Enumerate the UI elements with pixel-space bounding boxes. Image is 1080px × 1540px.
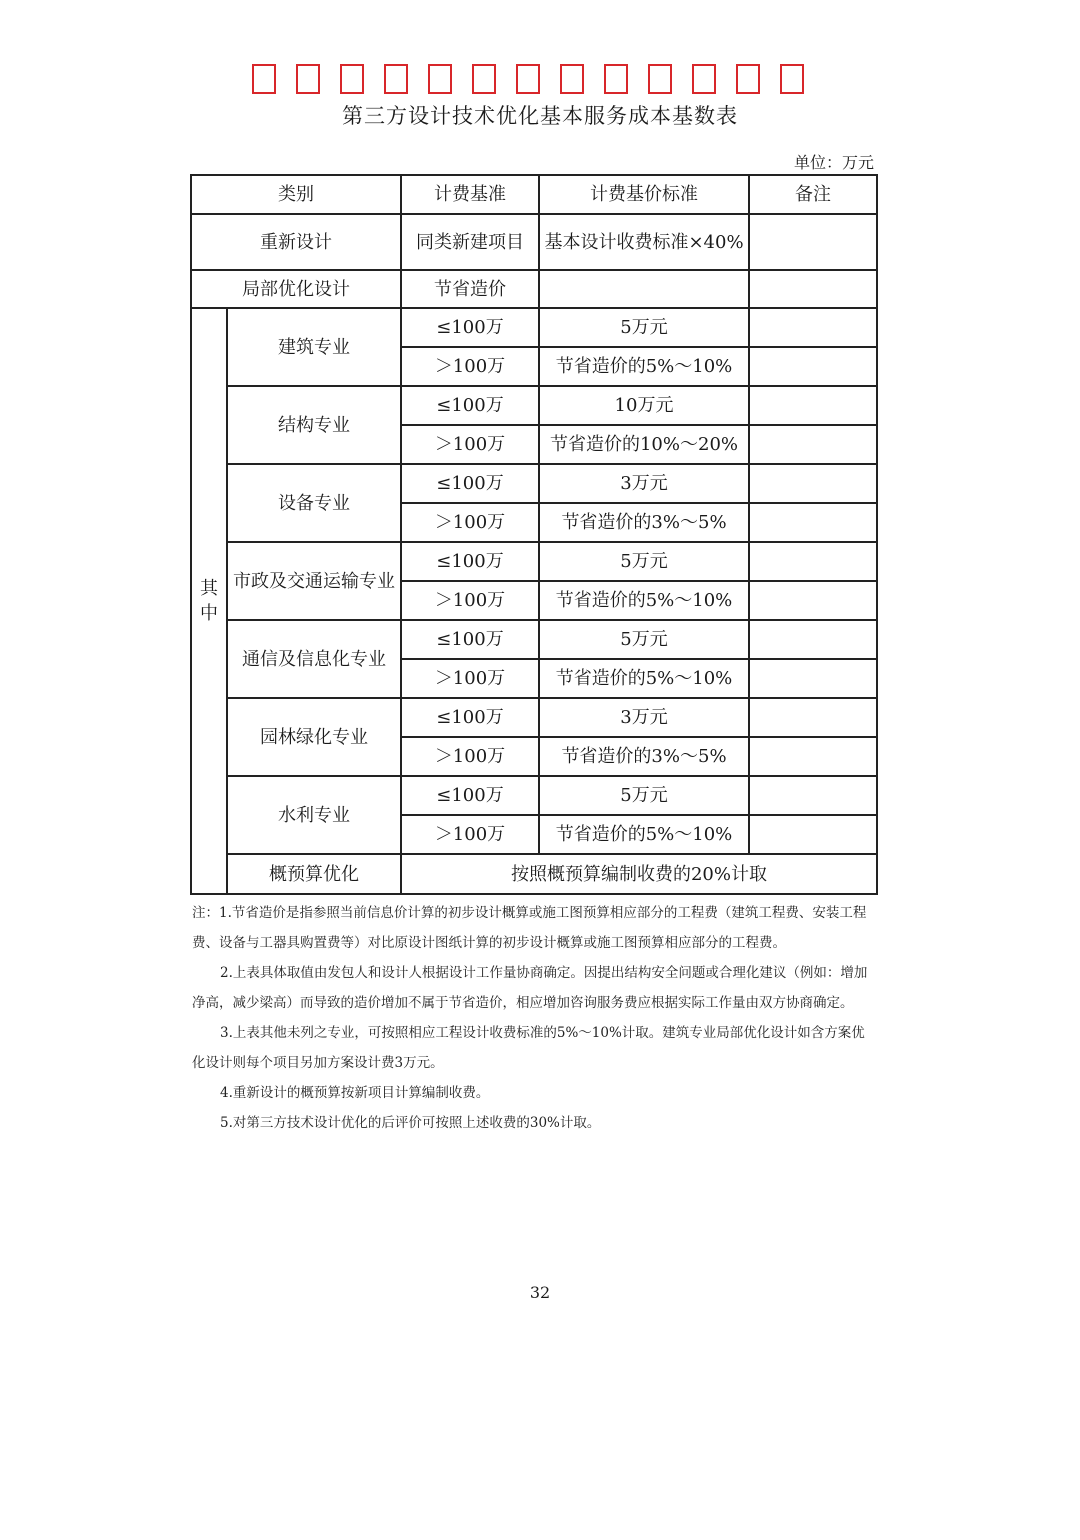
major-name-cell: 市政及交通运输专业: [227, 542, 401, 620]
standard-cell: 5万元: [539, 620, 749, 659]
remark-cell: [749, 503, 877, 542]
basis-cell: ＞100万: [401, 659, 539, 698]
standard-cell: 节省造价的5%～10%: [539, 581, 749, 620]
basis-cell: ≤100万: [401, 776, 539, 815]
remark-cell: [749, 214, 877, 270]
standard-cell: 5万元: [539, 776, 749, 815]
note-paragraph: 注：1.节省造价是指参照当前信息价计算的初步设计概算或施工图预算相应部分的工程费（建筑工程费、安装工程费、设备与工器具购置费等）对比原设计图纸计算的初步设计概算或施工图预算相应部分的工程费。: [192, 905, 867, 951]
major-name-cell: 建筑专业: [227, 308, 401, 386]
remark-cell: [749, 776, 877, 815]
standard-cell: 10万元: [539, 386, 749, 425]
major-name-cell: 通信及信息化专业: [227, 620, 401, 698]
header-mark: [692, 64, 716, 94]
header-mark: [560, 64, 584, 94]
standard-cell: 节省造价的10%～20%: [539, 425, 749, 464]
notes-section: [192, 898, 874, 1138]
basis-cell: ≤100万: [401, 386, 539, 425]
basis-cell: 节省造价: [401, 270, 539, 308]
header-row: [191, 175, 877, 214]
major-name-cell: 园林绿化专业: [227, 698, 401, 776]
remark-cell: [749, 542, 877, 581]
standard-cell: 节省造价的5%～10%: [539, 815, 749, 854]
standard-cell: 节省造价的3%～5%: [539, 737, 749, 776]
remark-cell: [749, 308, 877, 347]
header-mark-boxes: [252, 64, 804, 94]
table-row: [191, 270, 877, 308]
header-basis: 计费基准: [401, 175, 539, 214]
standard-cell: 5万元: [539, 542, 749, 581]
standard-cell: 按照概预算编制收费的20%计取: [401, 854, 877, 894]
table-row: [191, 386, 877, 425]
table-row: [191, 214, 877, 270]
note-paragraph: 2.上表具体取值由发包人和设计人根据设计工作量协商确定。因提出结构安全问题或合理化建议（例如：增加净高，减少梁高）而导致的造价增加不属于节省造价，相应增加咨询服务费应根据实际工作量由双方协商确定。: [192, 965, 868, 1011]
header-mark: [736, 64, 760, 94]
basis-cell: 同类新建项目: [401, 214, 539, 270]
header-mark: [296, 64, 320, 94]
remark-cell: [749, 581, 877, 620]
major-name-cell: 水利专业: [227, 776, 401, 854]
standard-cell: 3万元: [539, 698, 749, 737]
basis-cell: ≤100万: [401, 308, 539, 347]
basis-cell: ≤100万: [401, 542, 539, 581]
category-cell: 重新设计: [191, 214, 401, 270]
table-row: [191, 854, 877, 894]
remark-cell: [749, 659, 877, 698]
basis-cell: ＞100万: [401, 347, 539, 386]
table-row: [191, 698, 877, 737]
basis-cell: ＞100万: [401, 737, 539, 776]
category-cell: 概预算优化: [227, 854, 401, 894]
header-standard: 计费基价标准: [539, 175, 749, 214]
table-row: [191, 464, 877, 503]
standard-cell: 节省造价的3%～5%: [539, 503, 749, 542]
group-label-cell: 其中: [191, 308, 227, 894]
standard-cell: 节省造价的5%～10%: [539, 347, 749, 386]
basis-cell: ＞100万: [401, 581, 539, 620]
standard-cell: 3万元: [539, 464, 749, 503]
header-mark: [428, 64, 452, 94]
header-mark: [604, 64, 628, 94]
table-row: [191, 542, 877, 581]
header-remark: 备注: [749, 175, 877, 214]
basis-cell: ≤100万: [401, 620, 539, 659]
remark-cell: [749, 620, 877, 659]
header-mark: [472, 64, 496, 94]
basis-cell: ≤100万: [401, 698, 539, 737]
standard-cell: [539, 270, 749, 308]
table-row: [191, 776, 877, 815]
basis-cell: ＞100万: [401, 425, 539, 464]
table-row: [191, 620, 877, 659]
major-name-cell: 设备专业: [227, 464, 401, 542]
page-number: 32: [529, 1283, 551, 1302]
basis-cell: ＞100万: [401, 503, 539, 542]
header-mark: [252, 64, 276, 94]
standard-cell: 5万元: [539, 308, 749, 347]
header-mark: [340, 64, 364, 94]
header-mark: [648, 64, 672, 94]
note-paragraph: 3.上表其他未列之专业，可按照相应工程设计收费标准的5%～10%计取。建筑专业局部优化设计如含方案优化设计则每个项目另加方案设计费3万元。: [192, 1025, 865, 1071]
header-mark: [384, 64, 408, 94]
remark-cell: [749, 464, 877, 503]
note-paragraph: 5.对第三方技术设计优化的后评价可按照上述收费的30%计取。: [220, 1115, 601, 1131]
remark-cell: [749, 698, 877, 737]
remark-cell: [749, 815, 877, 854]
header-mark: [516, 64, 540, 94]
remark-cell: [749, 386, 877, 425]
cost-table: [190, 174, 878, 895]
remark-cell: [749, 270, 877, 308]
header-category: 类别: [191, 175, 401, 214]
basis-cell: ＞100万: [401, 815, 539, 854]
unit-label: 单位：万元: [793, 153, 874, 172]
standard-cell: 基本设计收费标准×40%: [539, 214, 749, 270]
remark-cell: [749, 737, 877, 776]
category-cell: 局部优化设计: [191, 270, 401, 308]
note-paragraph: 4.重新设计的概预算按新项目计算编制收费。: [220, 1085, 490, 1101]
major-name-cell: 结构专业: [227, 386, 401, 464]
header-mark: [780, 64, 804, 94]
standard-cell: 节省造价的5%～10%: [539, 659, 749, 698]
remark-cell: [749, 347, 877, 386]
remark-cell: [749, 425, 877, 464]
document-title: 第三方设计技术优化基本服务成本基数表: [342, 104, 738, 128]
table-row: [191, 308, 877, 347]
basis-cell: ≤100万: [401, 464, 539, 503]
